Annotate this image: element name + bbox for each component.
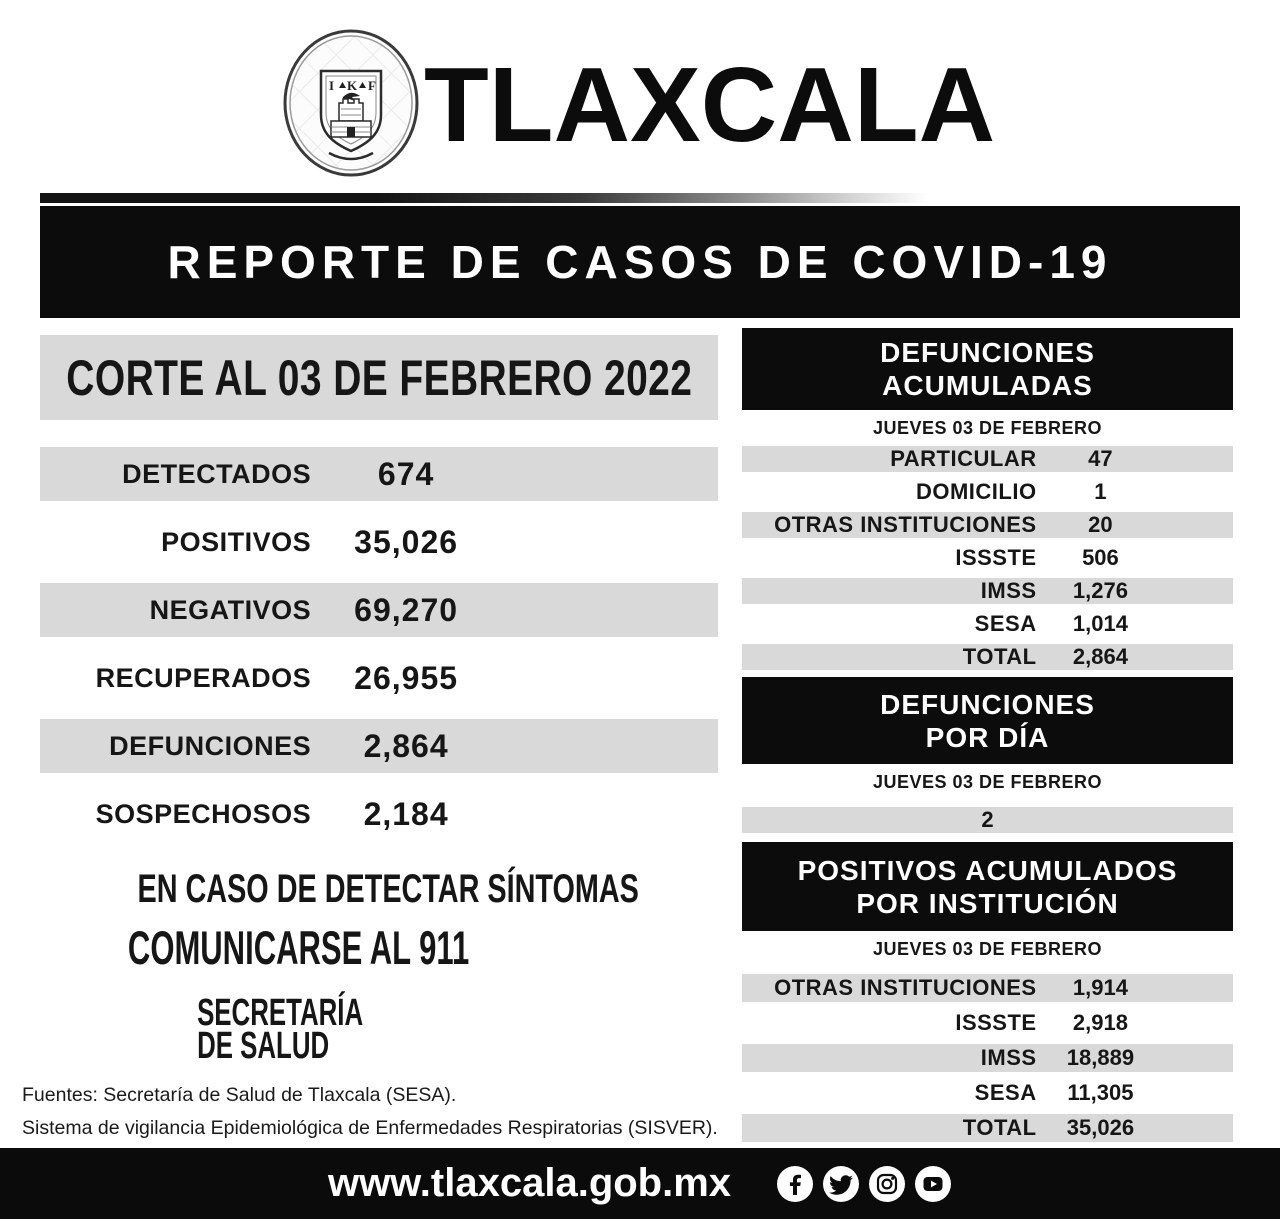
svg-text:K: K [347, 78, 358, 93]
stat-label: NEGATIVOS [149, 594, 312, 625]
deaths-accumulated-date: JUEVES 03 DE FEBRERO [872, 417, 1103, 438]
stat-row-detectados [40, 447, 718, 501]
stat-label: SOSPECHOSOS [95, 798, 312, 829]
notice-line2: COMUNICARSE AL 911 [127, 921, 470, 974]
row-value: 2,918 [1072, 1010, 1128, 1035]
agency-line2: DE SALUD [196, 1025, 330, 1067]
table-row-total [742, 644, 1233, 670]
stat-row-negativos [40, 583, 718, 637]
row-label: IMSS [980, 1045, 1037, 1070]
table-row-imss [742, 1044, 1233, 1072]
row-value: 506 [1082, 545, 1119, 570]
stat-value: 2,864 [363, 727, 449, 764]
stat-label: POSITIVOS [161, 526, 312, 557]
social-icons [776, 1165, 952, 1203]
panel-title-line2: POR INSTITUCIÓN [856, 887, 1119, 919]
row-value: 1,014 [1072, 611, 1128, 636]
agency-line1: SECRETARÍA [196, 992, 364, 1034]
deaths-accumulated-header [742, 328, 1233, 410]
panel-title-line1: POSITIVOS ACUMULADOS [797, 854, 1178, 886]
table-row-total [742, 1114, 1233, 1142]
row-label: OTRAS INSTITUCIONES [774, 512, 1037, 537]
stat-row-sospechosos [40, 787, 718, 841]
stat-label: RECUPERADOS [95, 662, 312, 693]
stat-value: 674 [377, 455, 435, 492]
row-value: 11,305 [1067, 1080, 1134, 1105]
stat-row-positivos [40, 515, 718, 569]
symptoms-notice [40, 867, 639, 1067]
positives-date: JUEVES 03 DE FEBRERO [872, 938, 1103, 959]
panel-title-line1: DEFUNCIONES [880, 337, 1095, 368]
row-value: 47 [1088, 446, 1113, 471]
table-row-sesa [742, 1079, 1233, 1107]
instagram-icon[interactable] [868, 1165, 906, 1203]
table-row-sesa [742, 611, 1233, 637]
stat-label: DETECTADOS [122, 458, 312, 489]
row-value: 1,276 [1072, 578, 1128, 603]
table-row-domicilio [742, 479, 1233, 505]
divider-gradient-bar [40, 193, 1240, 203]
table-row-otras-instituciones [742, 974, 1233, 1002]
deaths-per-day-value: 2 [742, 807, 1233, 833]
report-title-banner [40, 206, 1240, 318]
row-value: 35,026 [1066, 1115, 1135, 1140]
summary-section [40, 335, 718, 1067]
stat-row-defunciones [40, 719, 718, 773]
row-value: 18,889 [1066, 1045, 1135, 1070]
panel-title-line1: DEFUNCIONES [880, 688, 1095, 720]
source-line2: Sistema de vigilancia Epidemiológica de Enfermedades Respiratorias (SISVER). [22, 1117, 718, 1139]
row-label: TOTAL [962, 644, 1037, 669]
row-value: 1,914 [1072, 975, 1128, 1000]
positives-by-institution-header [742, 842, 1233, 931]
stat-value: 69,270 [354, 591, 459, 628]
table-row-imss [742, 578, 1233, 604]
row-label: DOMICILIO [915, 479, 1037, 504]
stat-value: 2,184 [363, 795, 449, 832]
deaths-accumulated-table [742, 446, 1233, 670]
report-title: REPORTE DE CASOS DE COVID-19 [167, 236, 1113, 288]
row-label: IMSS [980, 578, 1037, 603]
deaths-per-day-date: JUEVES 03 DE FEBRERO [872, 771, 1103, 792]
stat-value: 35,026 [354, 523, 459, 560]
panel-title-line2: ACUMULADAS [882, 370, 1093, 401]
row-value: 20 [1088, 512, 1113, 537]
tlaxcala-crest-logo [281, 27, 421, 179]
positives-table [742, 974, 1233, 1142]
footer-bar [0, 1148, 1280, 1219]
stat-label: DEFUNCIONES [109, 730, 312, 761]
table-row-issste [742, 545, 1233, 571]
cutoff-date-text: CORTE AL 03 DE FEBRERO 2022 [65, 349, 693, 406]
deaths-per-day-header [742, 677, 1233, 764]
notice-line1: EN CASO DE DETECTAR SÍNTOMAS [137, 867, 639, 911]
sources-note [22, 1079, 732, 1145]
facebook-icon[interactable] [776, 1165, 814, 1203]
stat-value: 26,955 [354, 659, 459, 696]
table-row-issste [742, 1009, 1233, 1037]
row-label: ISSSTE [955, 545, 1037, 570]
youtube-icon[interactable] [914, 1165, 952, 1203]
row-label: PARTICULAR [890, 446, 1037, 471]
svg-text:I: I [329, 78, 335, 93]
panel-title-line2: POR DÍA [925, 721, 1050, 753]
brand-wordmark: TLAXCALA [424, 45, 996, 164]
svg-text:F: F [368, 78, 376, 93]
row-label: SESA [974, 611, 1037, 636]
table-row-particular [742, 446, 1233, 472]
institution-panels [742, 328, 1233, 1149]
agency-signature [40, 992, 520, 1067]
summary-stats-table [40, 447, 718, 841]
source-line1: Fuentes: Secretaría de Salud de Tlaxcala (SESA). [22, 1084, 457, 1106]
stat-row-recuperados [40, 651, 718, 705]
row-label: SESA [974, 1080, 1037, 1105]
row-label: TOTAL [962, 1115, 1037, 1140]
row-label: OTRAS INSTITUCIONES [774, 975, 1037, 1000]
row-label: ISSSTE [955, 1010, 1037, 1035]
twitter-icon[interactable] [822, 1165, 860, 1203]
website-url[interactable]: www.tlaxcala.gob.mx [327, 1161, 732, 1205]
table-row-otras-instituciones [742, 512, 1233, 538]
cutoff-date-bar [40, 335, 718, 420]
row-value: 1 [1094, 479, 1107, 504]
row-value: 2,864 [1072, 644, 1128, 669]
